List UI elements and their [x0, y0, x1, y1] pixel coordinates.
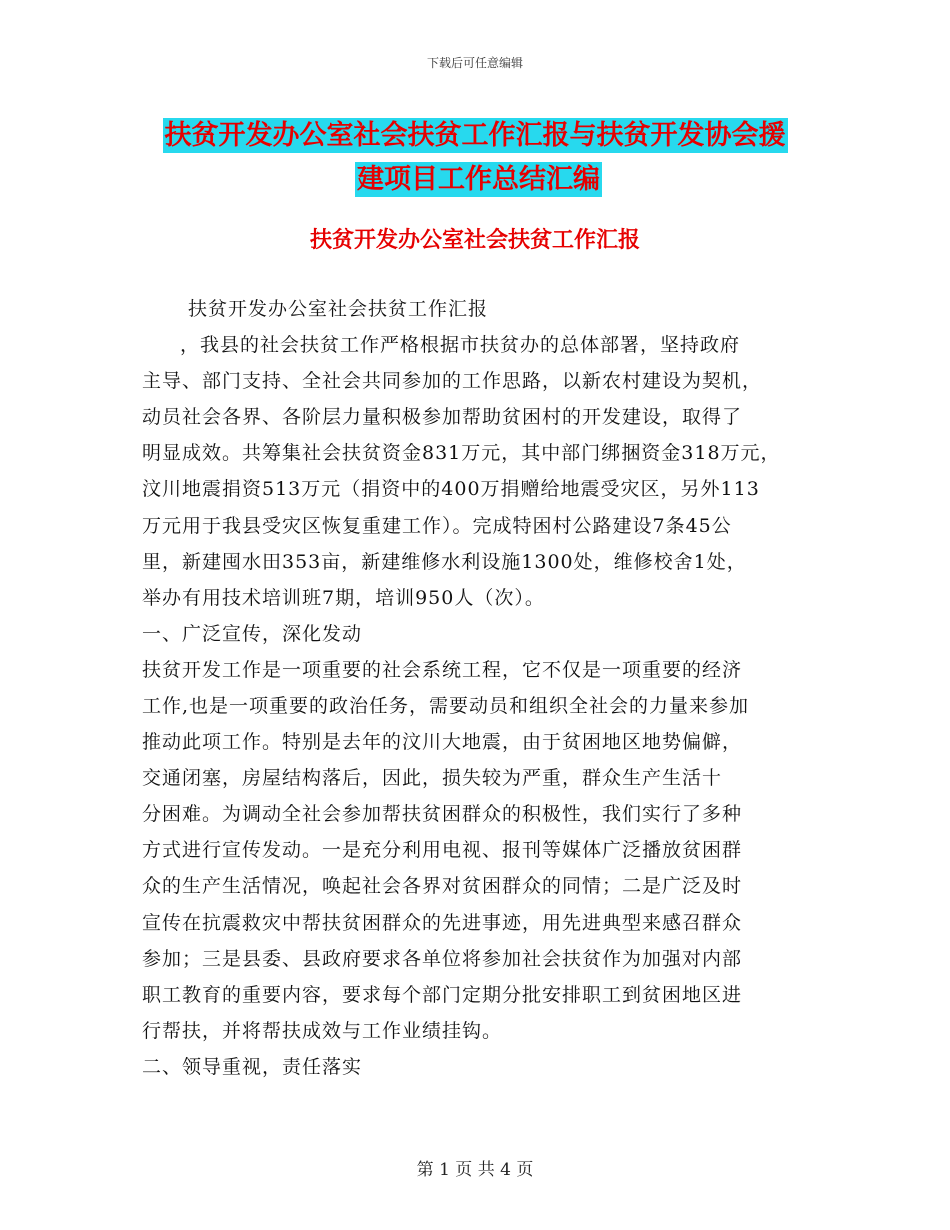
section-title: 扶贫开发办公室社会扶贫工作汇报	[309, 228, 640, 253]
document-title-line-1	[0, 113, 950, 152]
body-line: 汶川地震捐资513万元（捐资中的400万捐赠给地震受灾区，另外113	[142, 478, 760, 500]
page-footer: 第 1 页 共 4 页	[416, 1160, 534, 1180]
body-line: 主导、部门支持、全社会共同参加的工作思路，以新农村建设为契机，	[142, 370, 763, 392]
body-line: 交通闭塞，房屋结构落后，因此，损失较为严重，群众生产生活十	[142, 767, 723, 789]
body-line: 一、广泛宣传，深化发动	[142, 623, 363, 645]
body-line: 明显成效。共筹集社会扶贫资金831万元，其中部门绑捆资金318万元，	[142, 442, 781, 464]
body-line: ，我县的社会扶贫工作严格根据市扶贫办的总体部署，坚持政府	[180, 334, 741, 356]
body-line: 扶贫开发办公室社会扶贫工作汇报	[188, 298, 489, 320]
body-line: 参加；三是县委、县政府要求各单位将参加社会扶贫作为加强对内部	[142, 948, 743, 970]
body-line: 万元用于我县受灾区恢复重建工作）。完成特困村公路建设7条45公	[142, 515, 732, 537]
body-line: 举办有用技术培训班7期，培训950人（次）。	[142, 587, 545, 609]
body-line: 行帮扶，并将帮扶成效与工作业绩挂钩。	[142, 1020, 503, 1042]
document-title-text-1: 扶贫开发办公室社会扶贫工作汇报与扶贫开发协会援	[164, 120, 786, 151]
body-line: 扶贫开发工作是一项重要的社会系统工程，它不仅是一项重要的经济	[142, 659, 743, 681]
body-line: 职工教育的重要内容，要求每个部门定期分批安排职工到贫困地区进	[142, 984, 743, 1006]
document-title-text-2: 建项目工作总结汇编	[357, 164, 600, 195]
body-line: 工作,也是一项重要的政治任务，需要动员和组织全社会的力量来参加	[142, 695, 750, 717]
body-line: 二、领导重视，责任落实	[142, 1056, 363, 1078]
body-line: 分困难。为调动全社会参加帮扶贫困群众的积极性，我们实行了多种	[142, 803, 743, 825]
body-line: 里，新建囤水田353亩，新建维修水利设施1300处，维修校舍1处，	[142, 551, 747, 573]
header-note: 下载后可任意编辑	[426, 56, 523, 70]
body-line: 动员社会各界、各阶层力量积极参加帮助贫困村的开发建设，取得了	[142, 406, 743, 428]
document-title-line-2	[0, 157, 950, 196]
body-line: 推动此项工作。特别是去年的汶川大地震，由于贫困地区地势偏僻，	[142, 731, 743, 753]
body-line: 宣传在抗震救灾中帮扶贫困群众的先进事迹，用先进典型来感召群众	[142, 912, 743, 934]
body-line: 众的生产生活情况，唤起社会各界对贫困群众的同情；二是广泛及时	[142, 875, 743, 897]
body-line: 方式进行宣传发动。一是充分利用电视、报刊等媒体广泛播放贫困群	[142, 839, 743, 861]
